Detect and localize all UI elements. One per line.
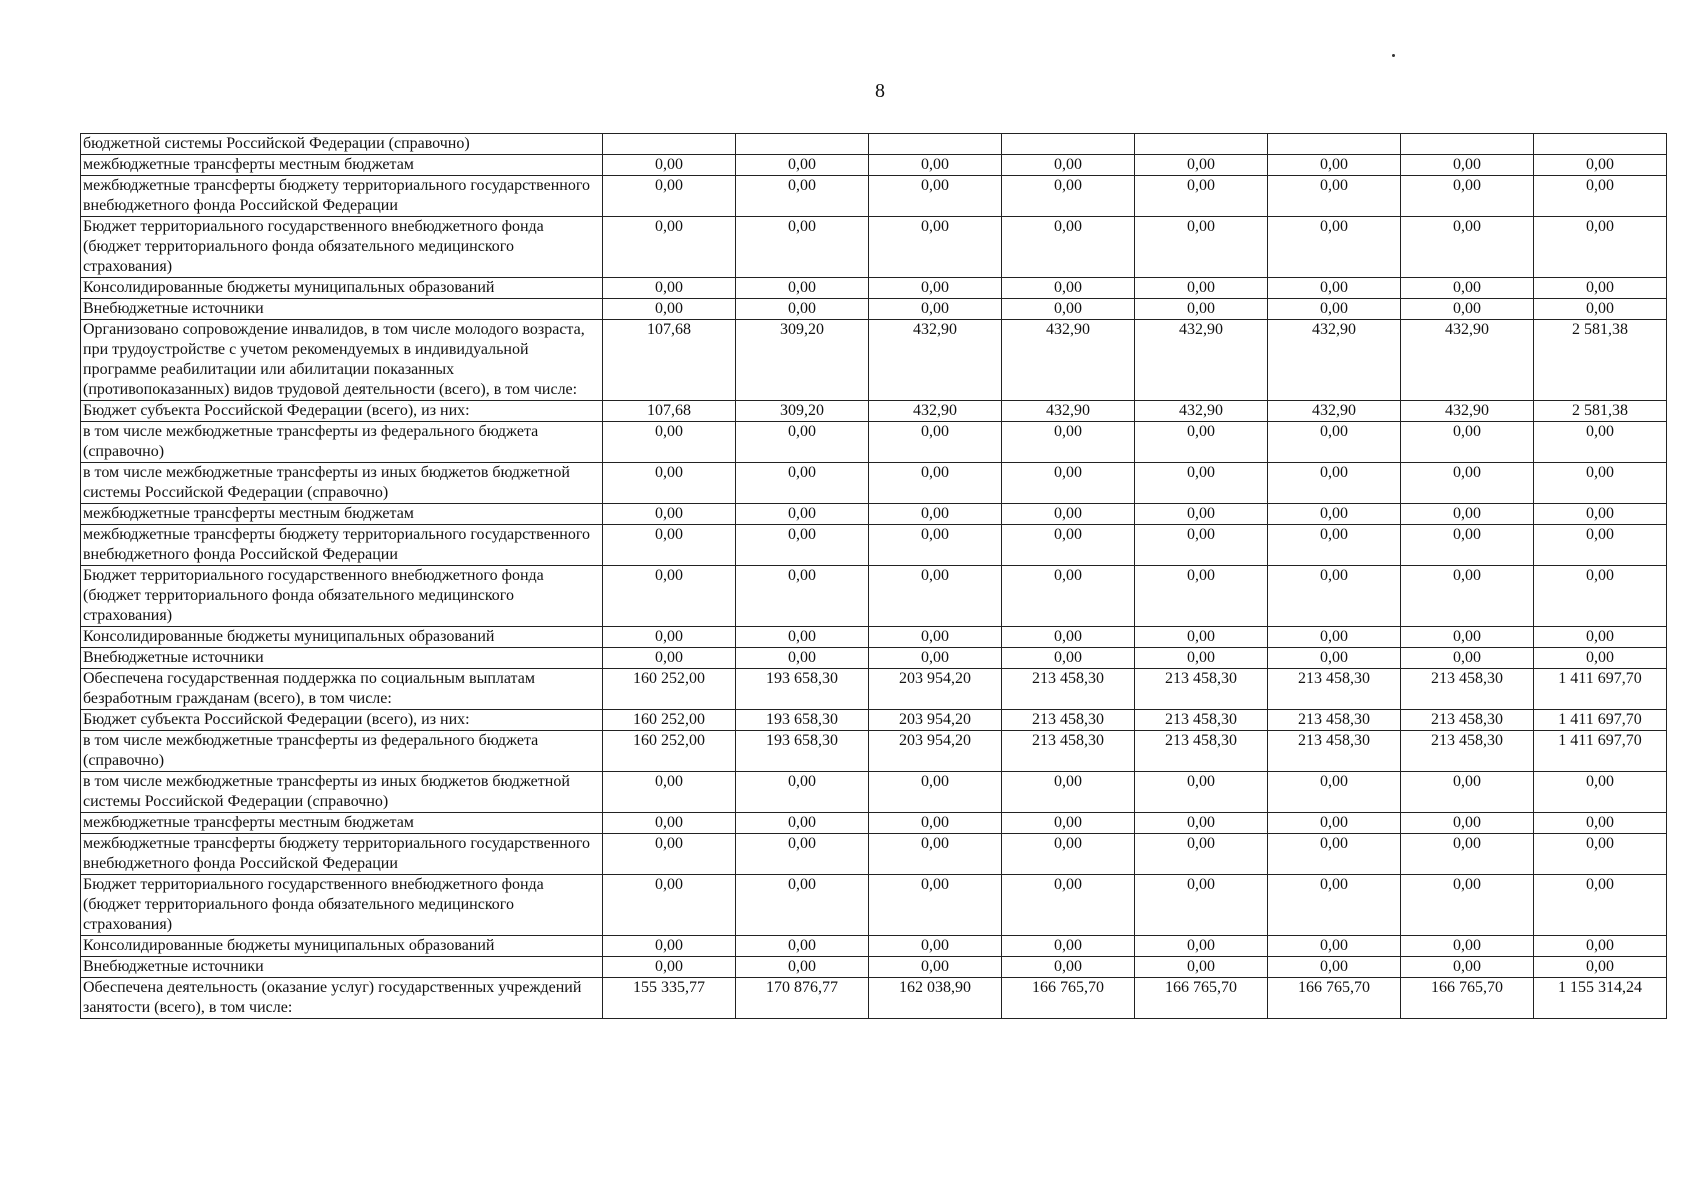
- value-cell: 0,00: [1534, 155, 1667, 176]
- row-label: в том числе межбюджетные трансферты из федерального бюджета (справочно): [81, 731, 603, 772]
- value-cell: 0,00: [1401, 504, 1534, 525]
- value-cell: 213 458,30: [1135, 710, 1268, 731]
- value-cell: 0,00: [869, 566, 1002, 627]
- value-cell: 155 335,77: [603, 978, 736, 1019]
- value-cell: 432,90: [1401, 401, 1534, 422]
- value-cell: 0,00: [736, 957, 869, 978]
- value-cell: 0,00: [1268, 422, 1401, 463]
- value-cell: 0,00: [1534, 176, 1667, 217]
- value-cell: 432,90: [869, 320, 1002, 401]
- table-row: [81, 957, 1667, 978]
- value-cell: 0,00: [1268, 463, 1401, 504]
- value-cell: 213 458,30: [1268, 710, 1401, 731]
- value-cell: [736, 134, 869, 155]
- value-cell: 213 458,30: [1268, 669, 1401, 710]
- value-cell: 0,00: [1534, 299, 1667, 320]
- value-cell: 0,00: [1135, 566, 1268, 627]
- value-cell: 0,00: [869, 936, 1002, 957]
- value-cell: 0,00: [1135, 627, 1268, 648]
- table-row: [81, 176, 1667, 217]
- value-cell: 160 252,00: [603, 669, 736, 710]
- value-cell: 0,00: [603, 278, 736, 299]
- value-cell: 0,00: [1401, 875, 1534, 936]
- value-cell: 0,00: [1268, 525, 1401, 566]
- value-cell: 213 458,30: [1401, 710, 1534, 731]
- value-cell: 0,00: [869, 813, 1002, 834]
- scan-speck: [1392, 54, 1395, 57]
- value-cell: 166 765,70: [1268, 978, 1401, 1019]
- value-cell: 0,00: [1002, 422, 1135, 463]
- value-cell: 0,00: [869, 176, 1002, 217]
- value-cell: 0,00: [1135, 463, 1268, 504]
- row-label: в том числе межбюджетные трансферты из федерального бюджета (справочно): [81, 422, 603, 463]
- value-cell: 0,00: [869, 504, 1002, 525]
- value-cell: 166 765,70: [1002, 978, 1135, 1019]
- value-cell: [1002, 134, 1135, 155]
- value-cell: 0,00: [869, 627, 1002, 648]
- table-row: [81, 155, 1667, 176]
- table-row: [81, 320, 1667, 401]
- value-cell: 0,00: [1268, 772, 1401, 813]
- value-cell: 166 765,70: [1401, 978, 1534, 1019]
- value-cell: 0,00: [1401, 957, 1534, 978]
- row-label: Внебюджетные источники: [81, 648, 603, 669]
- value-cell: 0,00: [603, 299, 736, 320]
- value-cell: 0,00: [1002, 627, 1135, 648]
- value-cell: 0,00: [1135, 525, 1268, 566]
- value-cell: 0,00: [1401, 525, 1534, 566]
- table-row: [81, 731, 1667, 772]
- value-cell: 0,00: [1002, 957, 1135, 978]
- value-cell: 0,00: [1401, 627, 1534, 648]
- value-cell: 203 954,20: [869, 710, 1002, 731]
- table-row: [81, 463, 1667, 504]
- value-cell: 0,00: [603, 422, 736, 463]
- value-cell: [1268, 134, 1401, 155]
- value-cell: 0,00: [1534, 463, 1667, 504]
- value-cell: 0,00: [1534, 772, 1667, 813]
- table-row: [81, 134, 1667, 155]
- value-cell: 0,00: [1002, 936, 1135, 957]
- value-cell: 0,00: [869, 299, 1002, 320]
- table-row: [81, 834, 1667, 875]
- value-cell: 213 458,30: [1401, 669, 1534, 710]
- value-cell: 203 954,20: [869, 669, 1002, 710]
- value-cell: 0,00: [869, 217, 1002, 278]
- value-cell: [1401, 134, 1534, 155]
- row-label: Консолидированные бюджеты муниципальных образований: [81, 278, 603, 299]
- value-cell: 0,00: [736, 278, 869, 299]
- table-row: [81, 217, 1667, 278]
- value-cell: 0,00: [1268, 299, 1401, 320]
- row-label: Внебюджетные источники: [81, 957, 603, 978]
- value-cell: 0,00: [1268, 176, 1401, 217]
- value-cell: 0,00: [1534, 278, 1667, 299]
- value-cell: 0,00: [1268, 504, 1401, 525]
- value-cell: 0,00: [603, 176, 736, 217]
- value-cell: 0,00: [603, 772, 736, 813]
- value-cell: 1 411 697,70: [1534, 669, 1667, 710]
- value-cell: [1534, 134, 1667, 155]
- value-cell: 0,00: [1268, 627, 1401, 648]
- value-cell: 0,00: [1401, 155, 1534, 176]
- value-cell: 0,00: [1401, 936, 1534, 957]
- value-cell: 0,00: [1002, 278, 1135, 299]
- row-label: межбюджетные трансферты местным бюджетам: [81, 813, 603, 834]
- value-cell: 1 411 697,70: [1534, 731, 1667, 772]
- value-cell: 0,00: [1268, 875, 1401, 936]
- value-cell: 0,00: [736, 936, 869, 957]
- table-row: [81, 978, 1667, 1019]
- table-row: [81, 566, 1667, 627]
- value-cell: 0,00: [1268, 278, 1401, 299]
- value-cell: 0,00: [1135, 504, 1268, 525]
- value-cell: 432,90: [1401, 320, 1534, 401]
- table-row: [81, 875, 1667, 936]
- value-cell: 0,00: [1135, 957, 1268, 978]
- table-row: [81, 504, 1667, 525]
- value-cell: 160 252,00: [603, 731, 736, 772]
- row-label: Консолидированные бюджеты муниципальных образований: [81, 936, 603, 957]
- value-cell: 0,00: [603, 504, 736, 525]
- value-cell: 0,00: [1135, 772, 1268, 813]
- value-cell: 0,00: [603, 155, 736, 176]
- value-cell: 0,00: [1534, 504, 1667, 525]
- value-cell: 0,00: [1002, 217, 1135, 278]
- value-cell: 0,00: [1135, 936, 1268, 957]
- value-cell: 0,00: [1268, 813, 1401, 834]
- row-label: Бюджет территориального государственного внебюджетного фонда (бюджет территориального фонда обязательного медицинского страхования): [81, 217, 603, 278]
- value-cell: 0,00: [736, 504, 869, 525]
- value-cell: 0,00: [603, 936, 736, 957]
- table-row: [81, 669, 1667, 710]
- value-cell: 0,00: [1534, 834, 1667, 875]
- value-cell: 0,00: [1002, 155, 1135, 176]
- value-cell: 0,00: [1534, 525, 1667, 566]
- value-cell: 0,00: [736, 566, 869, 627]
- value-cell: 0,00: [869, 155, 1002, 176]
- value-cell: 0,00: [1002, 813, 1135, 834]
- value-cell: 0,00: [1002, 648, 1135, 669]
- value-cell: 0,00: [1534, 813, 1667, 834]
- value-cell: 309,20: [736, 401, 869, 422]
- value-cell: 0,00: [736, 217, 869, 278]
- table-row: [81, 278, 1667, 299]
- value-cell: 0,00: [1401, 299, 1534, 320]
- row-label: межбюджетные трансферты бюджету территориального государственного внебюджетного фонда Российской Федерации: [81, 525, 603, 566]
- row-label: Обеспечена деятельность (оказание услуг) государственных учреждений занятости (всего), в том числе:: [81, 978, 603, 1019]
- row-label: межбюджетные трансферты бюджету территориального государственного внебюджетного фонда Российской Федерации: [81, 834, 603, 875]
- value-cell: 432,90: [1135, 401, 1268, 422]
- value-cell: 193 658,30: [736, 669, 869, 710]
- value-cell: 0,00: [603, 957, 736, 978]
- value-cell: 0,00: [736, 648, 869, 669]
- value-cell: 0,00: [869, 834, 1002, 875]
- value-cell: 0,00: [1002, 875, 1135, 936]
- value-cell: 0,00: [869, 463, 1002, 504]
- value-cell: 0,00: [1135, 422, 1268, 463]
- value-cell: 0,00: [736, 176, 869, 217]
- value-cell: 0,00: [1534, 875, 1667, 936]
- row-label: в том числе межбюджетные трансферты из иных бюджетов бюджетной системы Российской Федерации (справочно): [81, 463, 603, 504]
- value-cell: 0,00: [1135, 278, 1268, 299]
- value-cell: 0,00: [736, 525, 869, 566]
- value-cell: 193 658,30: [736, 731, 869, 772]
- value-cell: 166 765,70: [1135, 978, 1268, 1019]
- value-cell: 0,00: [1401, 217, 1534, 278]
- value-cell: 203 954,20: [869, 731, 1002, 772]
- value-cell: [603, 134, 736, 155]
- value-cell: 0,00: [1401, 463, 1534, 504]
- value-cell: 107,68: [603, 320, 736, 401]
- value-cell: 0,00: [1401, 813, 1534, 834]
- value-cell: 213 458,30: [1002, 710, 1135, 731]
- value-cell: 0,00: [1268, 957, 1401, 978]
- value-cell: 2 581,38: [1534, 401, 1667, 422]
- table-row: [81, 772, 1667, 813]
- value-cell: 432,90: [1268, 320, 1401, 401]
- value-cell: 213 458,30: [1002, 731, 1135, 772]
- value-cell: [869, 134, 1002, 155]
- value-cell: 0,00: [1268, 217, 1401, 278]
- value-cell: 162 038,90: [869, 978, 1002, 1019]
- value-cell: 432,90: [1002, 320, 1135, 401]
- value-cell: 0,00: [1135, 217, 1268, 278]
- value-cell: 0,00: [1401, 566, 1534, 627]
- value-cell: 0,00: [603, 834, 736, 875]
- value-cell: 0,00: [736, 422, 869, 463]
- value-cell: 0,00: [603, 875, 736, 936]
- value-cell: 0,00: [603, 648, 736, 669]
- value-cell: 0,00: [736, 627, 869, 648]
- value-cell: 0,00: [869, 648, 1002, 669]
- value-cell: 309,20: [736, 320, 869, 401]
- value-cell: 0,00: [1002, 566, 1135, 627]
- value-cell: 0,00: [736, 813, 869, 834]
- value-cell: 0,00: [1534, 422, 1667, 463]
- value-cell: 0,00: [1401, 176, 1534, 217]
- value-cell: 0,00: [1401, 278, 1534, 299]
- value-cell: 0,00: [1002, 525, 1135, 566]
- value-cell: 0,00: [1268, 834, 1401, 875]
- value-cell: 0,00: [869, 957, 1002, 978]
- table-row: [81, 422, 1667, 463]
- value-cell: 0,00: [1534, 217, 1667, 278]
- budget-table: [80, 133, 1667, 1019]
- table-body: [81, 134, 1667, 1019]
- value-cell: 1 411 697,70: [1534, 710, 1667, 731]
- table-row: [81, 648, 1667, 669]
- value-cell: 0,00: [1534, 936, 1667, 957]
- value-cell: 1 155 314,24: [1534, 978, 1667, 1019]
- value-cell: 432,90: [1268, 401, 1401, 422]
- value-cell: 0,00: [1135, 155, 1268, 176]
- page-number: 8: [875, 80, 885, 102]
- value-cell: 0,00: [1268, 936, 1401, 957]
- table-row: [81, 936, 1667, 957]
- value-cell: 0,00: [1268, 648, 1401, 669]
- value-cell: 213 458,30: [1135, 669, 1268, 710]
- value-cell: 0,00: [1002, 463, 1135, 504]
- value-cell: 213 458,30: [1002, 669, 1135, 710]
- value-cell: 0,00: [1002, 299, 1135, 320]
- value-cell: 432,90: [869, 401, 1002, 422]
- table-row: [81, 627, 1667, 648]
- value-cell: 0,00: [1534, 648, 1667, 669]
- row-label: Внебюджетные источники: [81, 299, 603, 320]
- value-cell: 107,68: [603, 401, 736, 422]
- row-label: межбюджетные трансферты местным бюджетам: [81, 504, 603, 525]
- value-cell: 0,00: [1534, 627, 1667, 648]
- value-cell: 0,00: [736, 875, 869, 936]
- value-cell: 0,00: [603, 463, 736, 504]
- value-cell: 0,00: [1534, 957, 1667, 978]
- value-cell: 0,00: [1002, 772, 1135, 813]
- value-cell: 0,00: [1135, 176, 1268, 217]
- table-row: [81, 525, 1667, 566]
- value-cell: 0,00: [1401, 834, 1534, 875]
- value-cell: 0,00: [736, 299, 869, 320]
- value-cell: 0,00: [736, 155, 869, 176]
- row-label: Организовано сопровождение инвалидов, в том числе молодого возраста, при трудоустройстве с учетом рекомендуемых в индивидуальной программе реабилитации или абилитации показанных (противопоказанных) видов трудовой деятельности (всего), в том числе:: [81, 320, 603, 401]
- value-cell: 0,00: [1401, 772, 1534, 813]
- table-row: [81, 813, 1667, 834]
- value-cell: 0,00: [736, 772, 869, 813]
- row-label: в том числе межбюджетные трансферты из иных бюджетов бюджетной системы Российской Федерации (справочно): [81, 772, 603, 813]
- value-cell: 0,00: [603, 813, 736, 834]
- value-cell: 0,00: [736, 834, 869, 875]
- value-cell: 0,00: [1135, 834, 1268, 875]
- row-label: Бюджет субъекта Российской Федерации (всего), из них:: [81, 710, 603, 731]
- table-row: [81, 401, 1667, 422]
- value-cell: 0,00: [1002, 834, 1135, 875]
- table-row: [81, 299, 1667, 320]
- value-cell: 0,00: [1268, 566, 1401, 627]
- value-cell: 0,00: [736, 463, 869, 504]
- value-cell: 0,00: [869, 278, 1002, 299]
- value-cell: 170 876,77: [736, 978, 869, 1019]
- row-label: Консолидированные бюджеты муниципальных образований: [81, 627, 603, 648]
- value-cell: 0,00: [1135, 875, 1268, 936]
- row-label: Бюджет территориального государственного внебюджетного фонда (бюджет территориального фонда обязательного медицинского страхования): [81, 875, 603, 936]
- value-cell: 213 458,30: [1268, 731, 1401, 772]
- value-cell: 432,90: [1002, 401, 1135, 422]
- value-cell: 0,00: [603, 525, 736, 566]
- value-cell: 0,00: [1135, 813, 1268, 834]
- value-cell: 0,00: [603, 217, 736, 278]
- value-cell: 0,00: [1002, 176, 1135, 217]
- value-cell: 0,00: [1135, 299, 1268, 320]
- value-cell: 213 458,30: [1135, 731, 1268, 772]
- value-cell: 0,00: [869, 422, 1002, 463]
- value-cell: 0,00: [869, 525, 1002, 566]
- value-cell: [1135, 134, 1268, 155]
- value-cell: 0,00: [1401, 648, 1534, 669]
- row-label: межбюджетные трансферты бюджету территориального государственного внебюджетного фонда Российской Федерации: [81, 176, 603, 217]
- value-cell: 0,00: [1002, 504, 1135, 525]
- value-cell: 0,00: [603, 566, 736, 627]
- row-label: Бюджет территориального государственного внебюджетного фонда (бюджет территориального фонда обязательного медицинского страхования): [81, 566, 603, 627]
- value-cell: 0,00: [603, 627, 736, 648]
- row-label: бюджетной системы Российской Федерации (справочно): [81, 134, 603, 155]
- value-cell: 160 252,00: [603, 710, 736, 731]
- value-cell: 213 458,30: [1401, 731, 1534, 772]
- value-cell: 0,00: [869, 875, 1002, 936]
- value-cell: 0,00: [1534, 566, 1667, 627]
- value-cell: 2 581,38: [1534, 320, 1667, 401]
- row-label: межбюджетные трансферты местным бюджетам: [81, 155, 603, 176]
- table-row: [81, 710, 1667, 731]
- value-cell: 0,00: [1268, 155, 1401, 176]
- value-cell: 432,90: [1135, 320, 1268, 401]
- row-label: Бюджет субъекта Российской Федерации (всего), из них:: [81, 401, 603, 422]
- value-cell: 193 658,30: [736, 710, 869, 731]
- row-label: Обеспечена государственная поддержка по социальным выплатам безработным гражданам (всего), в том числе:: [81, 669, 603, 710]
- value-cell: 0,00: [1135, 648, 1268, 669]
- value-cell: 0,00: [1401, 422, 1534, 463]
- value-cell: 0,00: [869, 772, 1002, 813]
